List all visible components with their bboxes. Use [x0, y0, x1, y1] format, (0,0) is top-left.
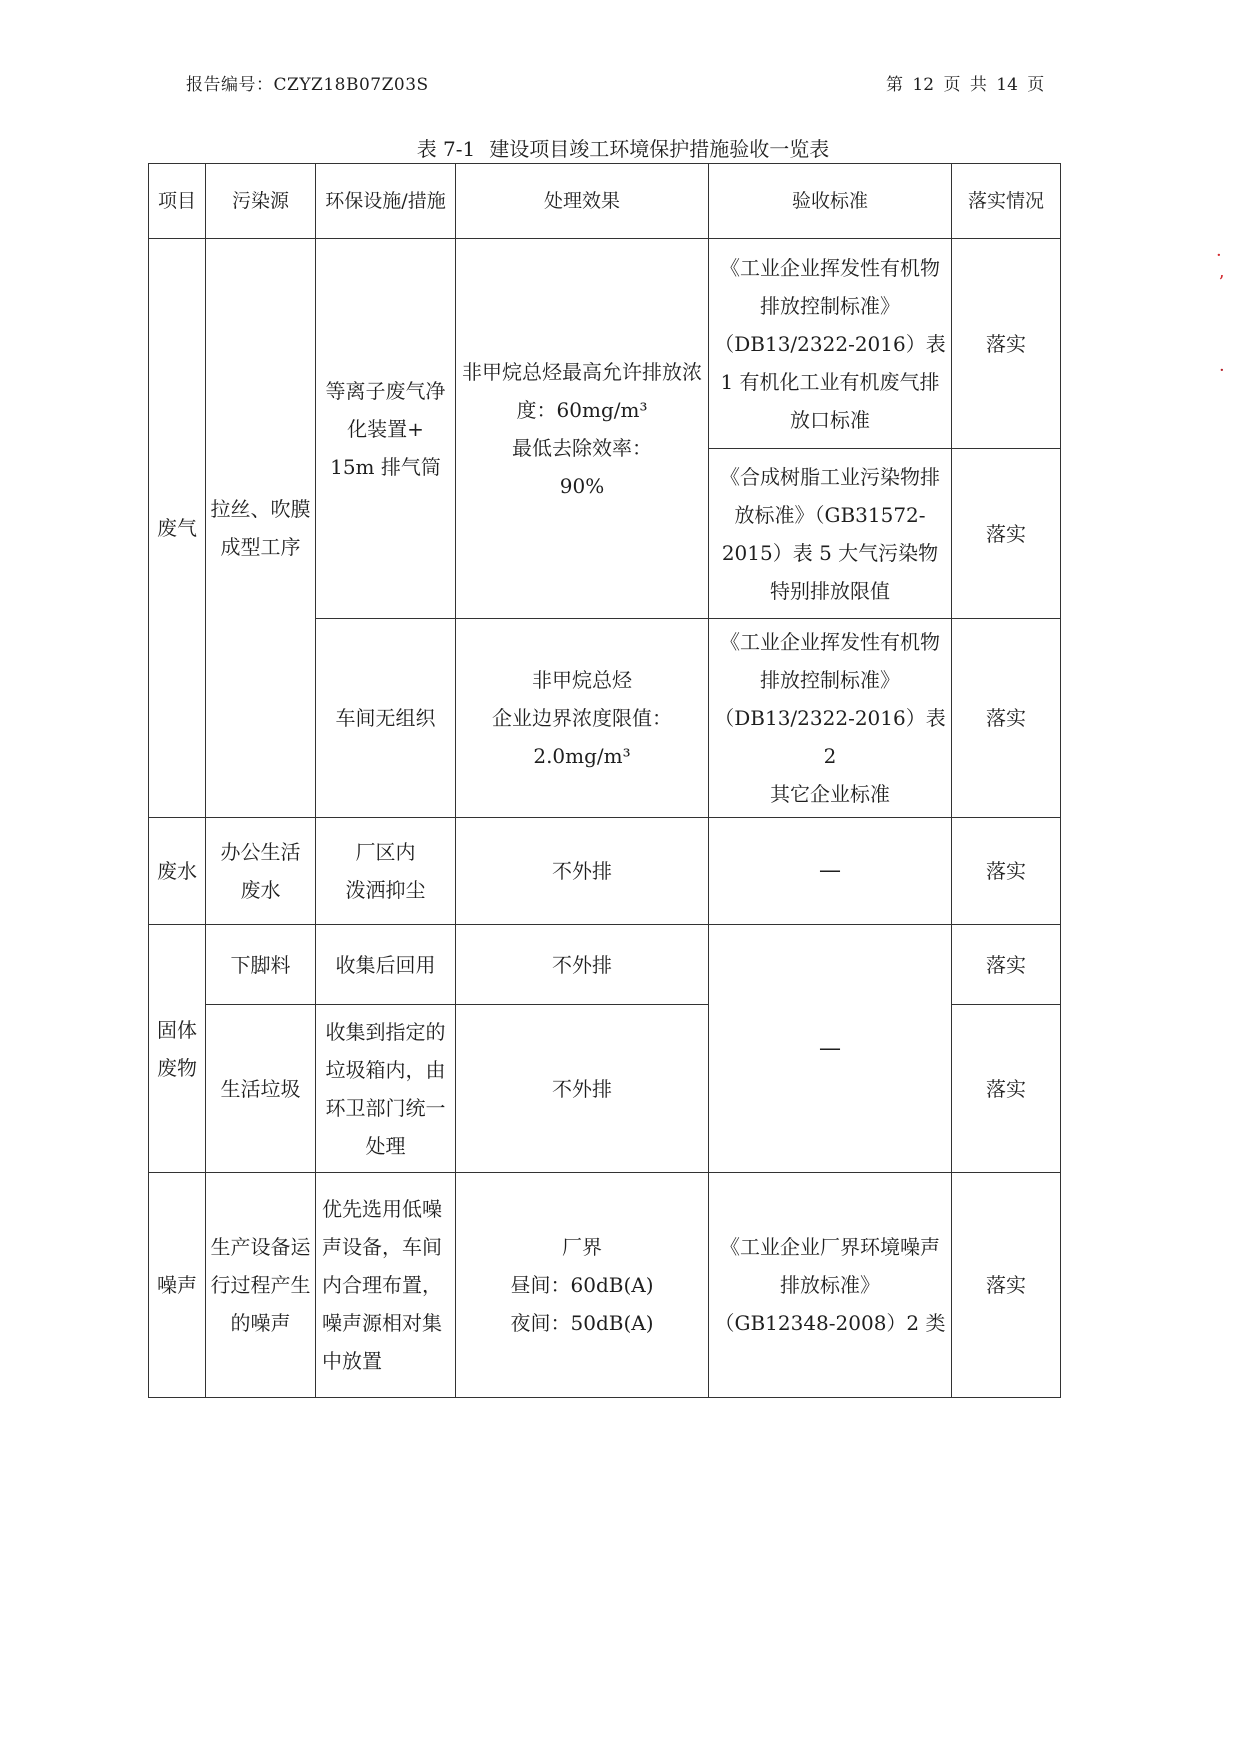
status-cell: 落实: [952, 449, 1061, 619]
table-number: 表 7-1: [416, 137, 476, 161]
source-cell: 拉丝、吹膜成型工序: [206, 239, 316, 818]
effect-cell: 非甲烷总烃最高允许排放浓度：60mg/m³ 最低去除效率： 90%: [456, 239, 709, 619]
standard-cell: 《工业企业挥发性有机物排放控制标准》（DB13/2322-2016）表 1 有机化工业有机废气排放口标准: [709, 239, 952, 449]
red-edge-mark: ·: [1216, 245, 1222, 266]
standard-cell: —: [709, 925, 952, 1173]
red-edge-mark: ʼ: [1218, 272, 1224, 293]
status-cell: 落实: [952, 925, 1061, 1005]
table-header-row: [149, 164, 1061, 239]
category-noise: 噪声: [149, 1173, 206, 1398]
table-caption: [0, 133, 1240, 162]
table-row: [149, 818, 1061, 925]
standard-cell: 《工业企业厂界环境噪声排放标准》 （GB12348-2008）2 类: [709, 1173, 952, 1398]
status-cell: 落实: [952, 1173, 1061, 1398]
facility-cell: 厂区内 泼洒抑尘: [316, 818, 456, 925]
category-waste-gas: 废气: [149, 239, 206, 818]
source-cell: 办公生活 废水: [206, 818, 316, 925]
standard-cell: —: [709, 818, 952, 925]
facility-cell: 车间无组织: [316, 619, 456, 818]
standard-cell: 《工业企业挥发性有机物排放控制标准》 （DB13/2322-2016）表 2 其它企业标准: [709, 619, 952, 818]
table-title: 建设项目竣工环境保护措施验收一览表: [489, 137, 830, 161]
col-header-standard: 验收标准: [709, 164, 952, 239]
col-header-item: 项目: [149, 164, 206, 239]
facility-cell: 收集到指定的垃圾箱内，由环卫部门统一 处理: [316, 1005, 456, 1173]
standard-cell: 《合成树脂工业污染物排放标准》（GB31572-2015）表 5 大气污染物 特别排放限值: [709, 449, 952, 619]
col-header-status: 落实情况: [952, 164, 1061, 239]
status-cell: 落实: [952, 239, 1061, 449]
source-cell: 生活垃圾: [206, 1005, 316, 1173]
table-row: [149, 925, 1061, 1005]
source-cell: 生产设备运行过程产生的噪声: [206, 1173, 316, 1398]
table-row: [149, 1173, 1061, 1398]
effect-cell: 非甲烷总烃 企业边界浓度限值： 2.0mg/m³: [456, 619, 709, 818]
category-waste-water: 废水: [149, 818, 206, 925]
facility-cell: 优先选用低噪声设备，车间内合理布置，噪声源相对集中放置: [316, 1173, 456, 1398]
effect-cell: 不外排: [456, 925, 709, 1005]
category-solid-waste: 固体 废物: [149, 925, 206, 1173]
col-header-effect: 处理效果: [456, 164, 709, 239]
status-cell: 落实: [952, 1005, 1061, 1173]
effect-cell: 不外排: [456, 1005, 709, 1173]
red-edge-mark: ·: [1219, 360, 1225, 381]
facility-cell: 收集后回用: [316, 925, 456, 1005]
acceptance-table: [148, 163, 1061, 1398]
report-number: 报告编号：CZYZ18B07Z03S: [186, 75, 429, 95]
effect-cell: 厂界 昼间：60dB(A) 夜间：50dB(A): [456, 1173, 709, 1398]
status-cell: 落实: [952, 619, 1061, 818]
col-header-facility: 环保设施/措施: [316, 164, 456, 239]
source-cell: 下脚料: [206, 925, 316, 1005]
table-row: [149, 239, 1061, 449]
page-number: 第 12 页 共 14 页: [886, 75, 1045, 95]
status-cell: 落实: [952, 818, 1061, 925]
effect-cell: 不外排: [456, 818, 709, 925]
facility-cell: 等离子废气净化装置+ 15m 排气筒: [316, 239, 456, 619]
col-header-source: 污染源: [206, 164, 316, 239]
